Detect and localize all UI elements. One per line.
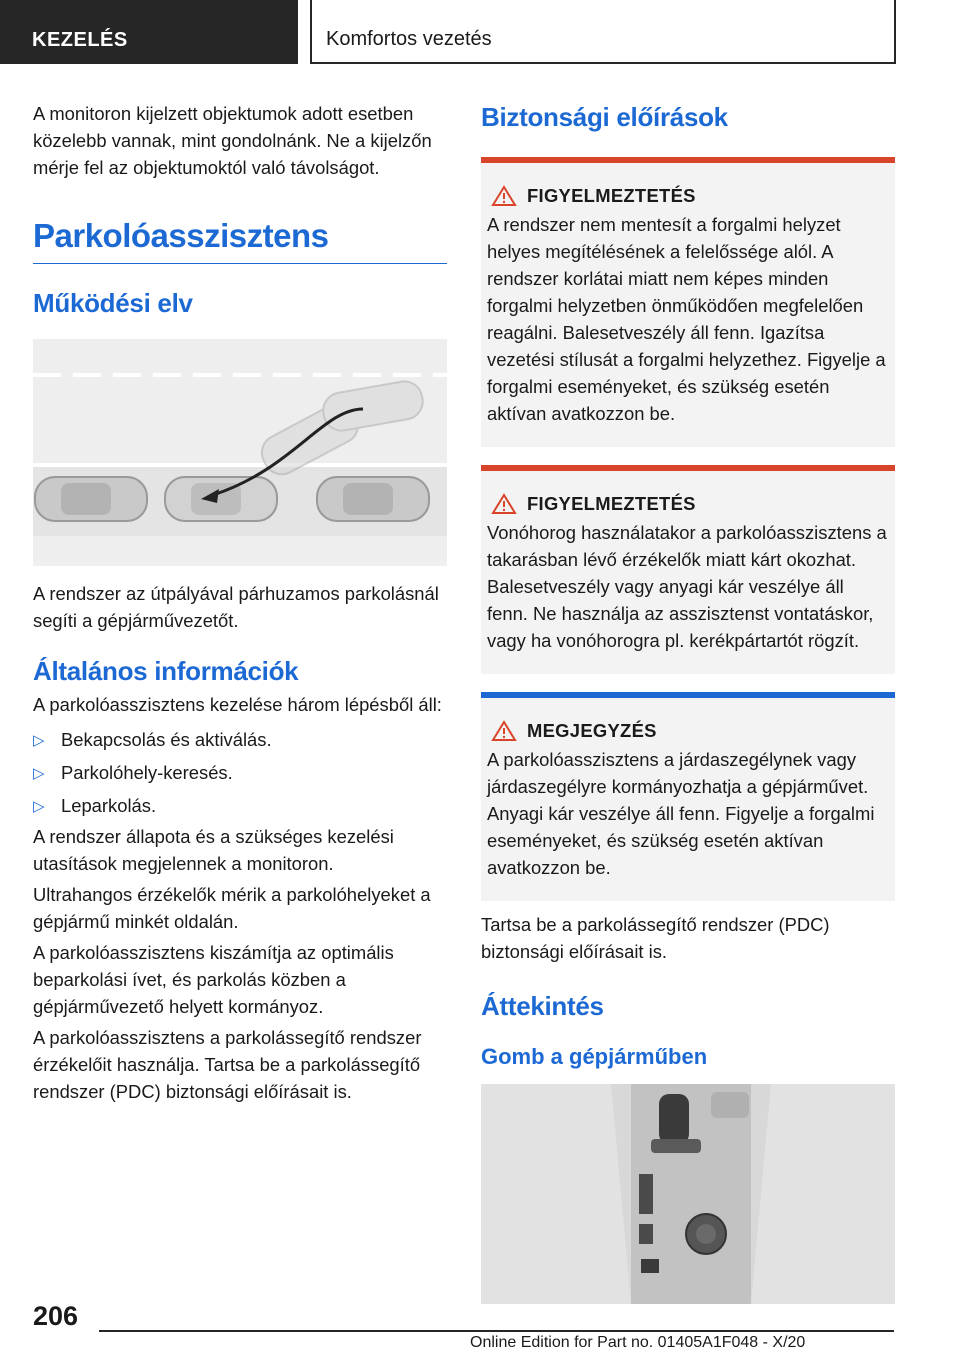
section-tab: KEZELÉS (0, 0, 298, 64)
warning-triangle-icon (491, 185, 517, 207)
warning-triangle-icon (491, 493, 517, 515)
gear-selector-icon (659, 1094, 689, 1144)
step-text: Bekapcsolás és aktiválás. (61, 729, 272, 750)
footer-rule (99, 1330, 894, 1332)
warning-label: FIGYELMEZTETÉS (527, 185, 696, 206)
bullet-triangle-icon: ▷ (33, 798, 45, 815)
page-number: 206 (33, 1301, 79, 1331)
edition-text: Online Edition for Part no. 01405A1F048 - X/20 (470, 1334, 806, 1351)
warning-text: Vonóhorog használatakor a parkolóasszisztens a takarásban lévő érzékelők miatt kárt okozhat. Balesetveszély vagy anyagi kár veszélye áll fenn. Ne használja az asszisztenst vontatáskor, vagy ha vonóhorogra pl. kerékpártartót rögzít. (487, 522, 887, 651)
warning-text: A rendszer nem mentesít a forgalmi helyzet helyes megítélésének a felelőssége alól. A rendszer korlátai miatt nem képes minden forgalmi helyzetben önműködően megfelelően reagálni. Balesetveszély áll fenn. Igazítsa vezetési stílusát a forgalmi helyzethez. Figyelje a forgalmi eseményeket, és szükség esetén aktívan avatkozzon be. (487, 214, 886, 424)
parking-button-icon (639, 1174, 653, 1214)
warning-box (481, 157, 895, 447)
list-item (33, 755, 447, 788)
right-column (481, 102, 895, 1309)
pdc-paragraph: Tartsa be a parkolássegítő rendszer (PDC) biztonsági előírásait is. (481, 914, 830, 962)
left-column (33, 100, 447, 1105)
chapter-title: Komfortos vezetés (310, 0, 896, 64)
bullet-triangle-icon: ▷ (33, 732, 45, 749)
list-item (33, 722, 447, 755)
parking-illustration (33, 339, 447, 561)
warning-title (487, 185, 889, 207)
paragraph: A parkolóasszisztens a parkolássegítő rendszer érzékelőit használja. Tartsa be a parkolássegítő rendszer (PDC) biztonsági előírásait is. (33, 1027, 422, 1102)
principle-caption: A rendszer az útpályával párhuzamos parkolásnál segíti a gépjárművezetőt. (33, 583, 439, 631)
bullet-triangle-icon: ▷ (33, 765, 45, 782)
button-heading: Gomb a gépjárműben (481, 1044, 708, 1069)
overview-heading: Áttekintés (481, 991, 604, 1021)
note-text: A parkolóasszisztens a járdaszegélynek vagy járdaszegélyre kormányozhatja a gépjárművet. Anyagi kár veszélye áll fenn. Figyelje a forgalmi eseményeket, és szükség esetén aktívan avatkozzon be. (487, 749, 875, 878)
warning-box (481, 465, 895, 674)
safety-heading: Biztonsági előírások (481, 102, 728, 132)
console-photo (481, 1084, 895, 1309)
warning-triangle-icon (491, 720, 517, 742)
parking-diagram (33, 339, 447, 566)
paragraph: A parkolóasszisztens kiszámítja az optimális beparkolási ívet, és parkolás közben a gépjárművezető helyett kormányoz. (33, 942, 394, 1017)
list-item (33, 788, 447, 821)
general-heading: Általános információk (33, 656, 299, 686)
paragraph: A rendszer állapota és a szükséges kezelési utasítások megjelennek a monitoron. (33, 826, 394, 874)
warning-title (487, 493, 889, 515)
note-label: MEGJEGYZÉS (527, 720, 657, 741)
step-text: Leparkolás. (61, 795, 157, 816)
note-box (481, 692, 895, 901)
intro-paragraph: A monitoron kijelzett objektumok adott esetben közelebb vannak, mint gondolnánk. Ne a kijelzőn mérje fel az objektumoktól való távolságot. (33, 103, 432, 178)
principle-heading: Működési elv (33, 288, 193, 318)
note-title (487, 720, 889, 742)
step-text: Parkolóhely-keresés. (61, 762, 233, 783)
page-header (0, 0, 960, 66)
parked-car-left-icon (35, 477, 147, 521)
section-title: Parkolóasszisztens (33, 217, 447, 264)
center-console-illustration (481, 1084, 895, 1304)
maneuvering-car-icon (165, 477, 277, 521)
steps-list (33, 722, 447, 821)
paragraph: Ultrahangos érzékelők mérik a parkolóhelyeket a gépjármű minkét oldalán. (33, 884, 431, 932)
general-intro: A parkolóasszisztens kezelése három lépésből áll: (33, 694, 442, 715)
parked-car-right-icon (317, 477, 429, 521)
warning-label: FIGYELMEZTETÉS (527, 493, 696, 514)
